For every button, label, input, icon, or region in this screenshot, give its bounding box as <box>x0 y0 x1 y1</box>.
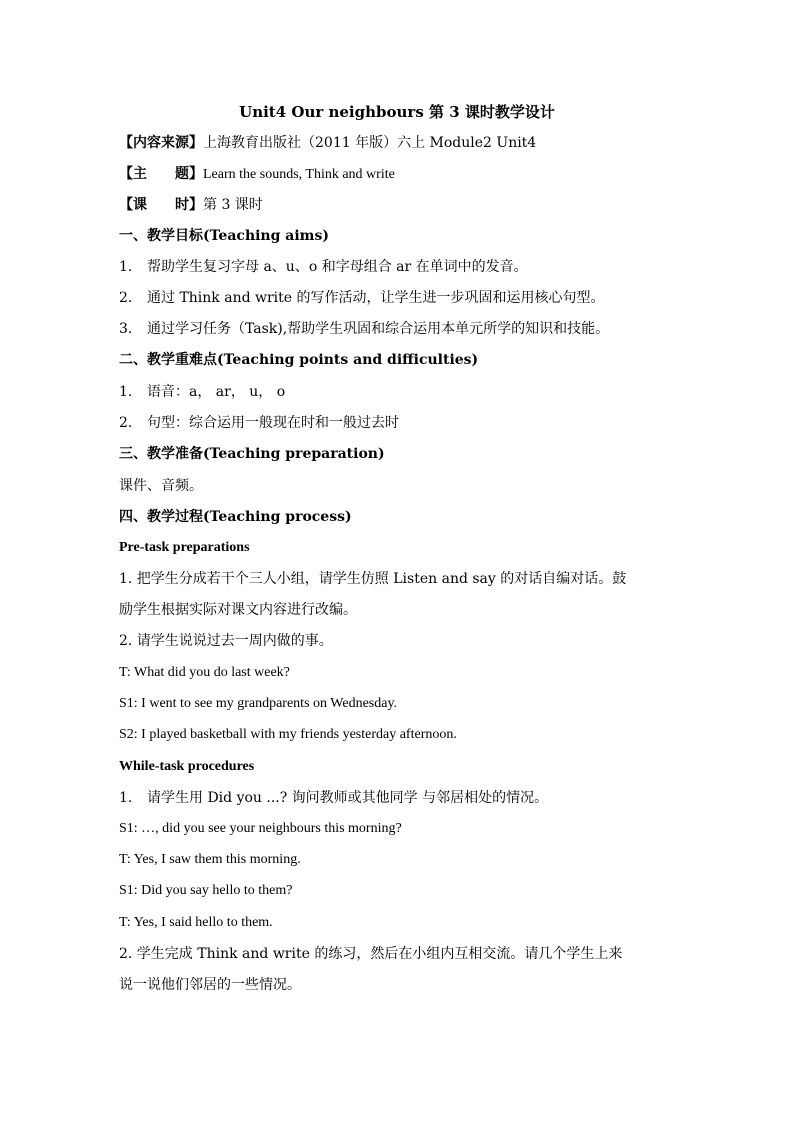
content-source-label: 【内容来源】 <box>119 135 203 151</box>
while-task-step-text: 请学生用 Did you ...? 询问教师或其他同学 与邻居相处的情况。 <box>147 790 549 806</box>
dialog-line: S1: Did you say hello to them? <box>119 883 293 898</box>
dialog-line: S1: …, did you see your neighbours this morning? <box>119 821 402 836</box>
section-points-heading: 二、教学重难点(Teaching points and difficulties) <box>119 352 479 368</box>
point-text: 句型：综合运用一般现在时和一般过去时 <box>147 415 399 431</box>
while-task-heading: While-task procedures <box>119 759 255 774</box>
aim-number: 2. <box>119 290 133 306</box>
period-value: 第 3 课时 <box>203 197 263 213</box>
period-line <box>119 194 263 216</box>
while-task-step-2-continued: 说一说他们邻居的一些情况。 <box>119 977 301 993</box>
topic-value: Learn the sounds, Think and write <box>203 167 395 182</box>
content-source-value: 上海教育出版社（2011 年版）六上 Module2 Unit4 <box>203 135 537 151</box>
pre-task-step-2: 2. 请学生说说过去一周内做的事。 <box>119 633 333 649</box>
aim-text: 通过 Think and write 的写作活动，让学生进一步巩固和运用核心句型。 <box>147 290 605 306</box>
aim-item <box>119 256 528 278</box>
preparation-text: 课件、音频。 <box>119 478 203 494</box>
point-item <box>119 381 285 403</box>
while-task-step-number: 1. <box>119 790 133 806</box>
while-task-step-2: 2. 学生完成 Think and write 的练习，然后在小组内互相交流。请几个学生上来 <box>119 946 623 962</box>
aim-item <box>119 318 609 340</box>
topic-line <box>119 163 395 186</box>
point-number: 1. <box>119 384 133 400</box>
section-aims-heading: 一、教学目标(Teaching aims) <box>119 228 329 244</box>
aim-text: 通过学习任务（Task),帮助学生巩固和综合运用本单元所学的知识和技能。 <box>147 321 610 337</box>
aim-number: 3. <box>119 321 133 337</box>
point-text: 语音：a， ar， u， o <box>147 384 286 400</box>
period-label-start: 【课 <box>119 197 147 213</box>
pre-task-step-1-continued: 励学生根据实际对课文内容进行改编。 <box>119 602 357 618</box>
point-item <box>119 412 399 434</box>
period-label-end: 时】 <box>175 197 203 213</box>
pre-task-step-1: 1. 把学生分成若干个三人小组，请学生仿照 Listen and say 的对话自编对话。鼓 <box>119 571 627 587</box>
dialog-line: S2: I played basketball with my friends yesterday afternoon. <box>119 727 457 742</box>
topic-label-start: 【主 <box>119 166 147 182</box>
point-number: 2. <box>119 415 133 431</box>
dialog-line: T: Yes, I said hello to them. <box>119 915 273 930</box>
topic-label-end: 题】 <box>175 166 203 182</box>
aim-item <box>119 287 605 309</box>
dialog-line: S1: I went to see my grandparents on Wednesday. <box>119 696 398 711</box>
content-source-line <box>119 132 536 154</box>
while-task-step-1 <box>119 787 548 809</box>
dialog-line: T: What did you do last week? <box>119 665 290 680</box>
aim-number: 1. <box>119 259 133 275</box>
document-title: Unit4 Our neighbours 第 3 课时教学设计 <box>239 103 555 121</box>
aim-text: 帮助学生复习字母 a、u、o 和字母组合 ar 在单词中的发音。 <box>147 259 528 275</box>
pre-task-heading: Pre-task preparations <box>119 540 250 555</box>
section-process-heading: 四、教学过程(Teaching process) <box>119 509 352 525</box>
section-preparation-heading: 三、教学准备(Teaching preparation) <box>119 446 385 462</box>
dialog-line: T: Yes, I saw them this morning. <box>119 852 301 867</box>
